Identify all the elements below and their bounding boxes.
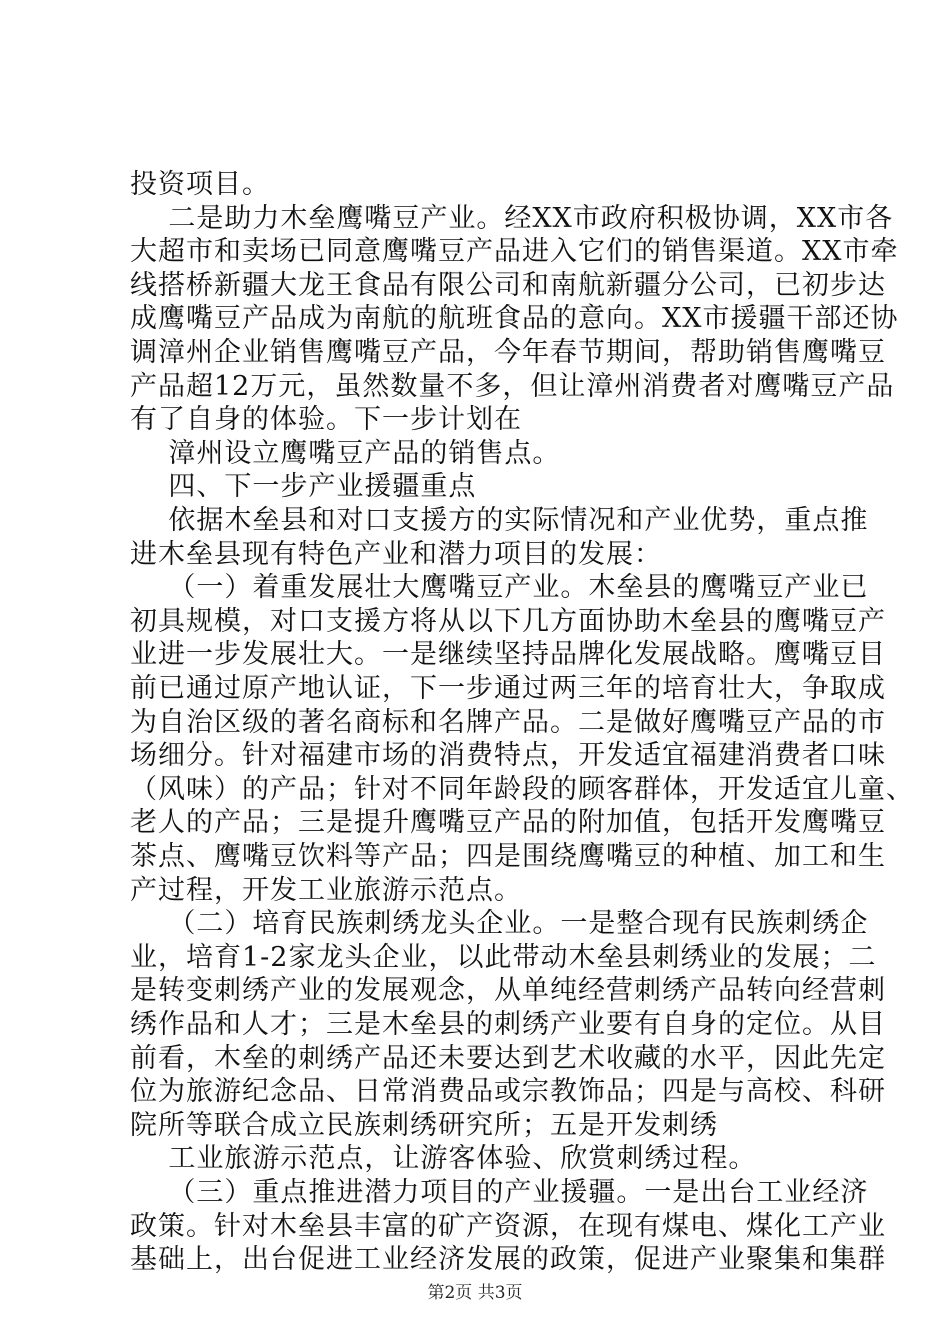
body-text-line: （三）重点推进潜力项目的产业援疆。一是出台工业经济 (130, 1177, 869, 1208)
body-text-line: 茶点、鹰嘴豆饮料等产品；四是围绕鹰嘴豆的种植、加工和生 (130, 841, 886, 872)
body-text-line: （二）培育民族刺绣龙头企业。一是整合现有民族刺绣企 (130, 908, 869, 940)
body-text-line: 是转变刺绣产业的发展观念，从单纯经营刺绣产品转向经营刺 (130, 975, 886, 1007)
body-text-line: 工业旅游示范点，让游客体验、欣赏刺绣过程。 (130, 1143, 757, 1175)
body-text-line: 业进一步发展壮大。一是继续坚持品牌化发展战略。鹰嘴豆目 (130, 639, 886, 671)
body-text-line: 业，培育1-2家龙头企业，以此带动木垒县刺绣业的发展；二 (130, 941, 877, 973)
body-text-line: 老人的产品；三是提升鹰嘴豆产品的附加值，包括开发鹰嘴豆 (130, 807, 886, 839)
body-text-line: 基础上，出台促进工业经济发展的政策，促进产业聚集和集群 (130, 1244, 886, 1276)
body-text-line: 绣作品和人才；三是木垒县的刺绣产业要有自身的定位。从目 (130, 1009, 886, 1040)
body-text-line: 初具规模，对口支援方将从以下几方面协助木垒县的鹰嘴豆产 (130, 605, 886, 637)
body-text-line: 漳州设立鹰嘴豆产品的销售点。 (130, 437, 561, 469)
body-text-line: 二是助力木垒鹰嘴豆产业。经XX市政府积极协调，XX市各 (130, 202, 894, 234)
page-footer: 第2页 共3页 (427, 1283, 523, 1303)
body-text-line: 位为旅游纪念品、日常消费品或宗教饰品；四是与高校、科研 (130, 1076, 886, 1108)
body-text-line: 产品超12万元，虽然数量不多，但让漳州消费者对鹰嘴豆产品 (130, 370, 895, 402)
body-text-line: 线搭桥新疆大龙王食品有限公司和南航新疆分公司，已初步达 (130, 269, 886, 301)
body-text-line: 场细分。针对福建市场的消费特点，开发适宜福建消费者口味 (130, 740, 886, 772)
body-text-line: 投资项目。 (130, 169, 270, 200)
body-text-line: （一）着重发展壮大鹰嘴豆产业。木垒县的鹰嘴豆产业已 (130, 572, 869, 604)
body-text-line: 为自治区级的著名商标和名牌产品。二是做好鹰嘴豆产品的市 (130, 706, 886, 738)
body-text-line: 大超市和卖场已同意鹰嘴豆产品进入它们的销售渠道。XX市牵 (130, 236, 899, 268)
body-text-line: 政策。针对木垒县丰富的矿产资源，在现有煤电、煤化工产业 (130, 1210, 886, 1242)
section-heading: 四、下一步产业援疆重点 (130, 471, 477, 503)
body-text-line: （风味）的产品；针对不同年龄段的顾客群体，开发适宜儿童、 (130, 773, 914, 805)
body-text-line: 前看，木垒的刺绣产品还未要达到艺术收藏的水平，因此先定 (130, 1042, 886, 1074)
body-text-line: 调漳州企业销售鹰嘴豆产品，今年春节期间，帮助销售鹰嘴豆 (130, 337, 886, 368)
body-text-line: 依据木垒县和对口支援方的实际情况和产业优势，重点推 (130, 505, 869, 536)
body-text-line: 前已通过原产地认证，下一步通过两三年的培育壮大，争取成 (130, 673, 886, 704)
body-text-line: 进木垒县现有特色产业和潜力项目的发展： (130, 538, 662, 570)
body-text-line: 产过程，开发工业旅游示范点。 (130, 874, 522, 906)
body-text-line: 有了自身的体验。下一步计划在 (130, 404, 522, 436)
body-text-line: 成鹰嘴豆产品成为南航的航班食品的意向。XX市援疆干部还协 (130, 303, 899, 335)
body-text-line: 院所等联合成立民族刺绣研究所；五是开发刺绣 (130, 1109, 718, 1141)
